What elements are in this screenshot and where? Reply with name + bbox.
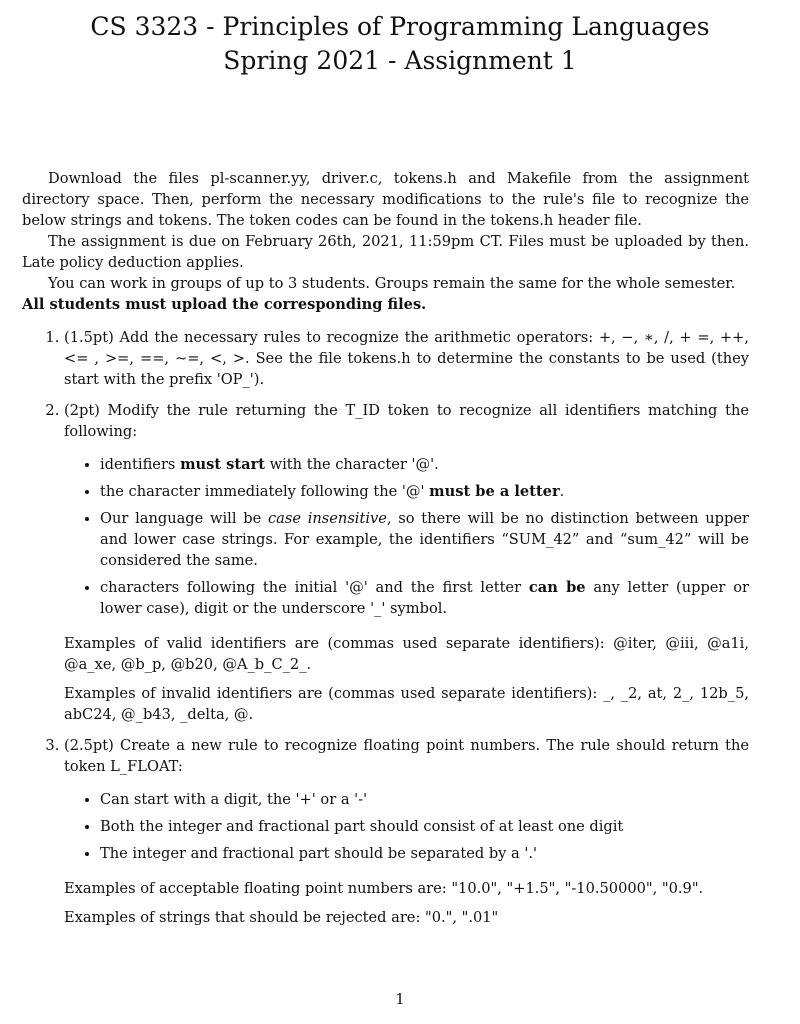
intro-paragraph-4: All students must upload the corresponding files. [22,296,427,313]
bullet-text: characters following the initial '@' and the first letter [100,579,529,596]
question-2-text: 2. (2pt) Modify the rule returning the T_ID token to recognize all identifiers matching the following: [64,402,749,440]
document-title [0,10,800,78]
list-item [100,454,749,475]
intro-paragraph-2: The assignment is due on February 26th, 2021, 11:59pm CT. Files must be uploaded by then. Late policy deduction applies. [22,233,749,271]
bullet-bold: must start [180,456,265,473]
bullet-bold: can be [528,579,586,596]
list-item [100,577,749,619]
accepted-floats-examples: Examples of acceptable floating point numbers are: "10.0", "+1.5", "-10.50000", "0.9". [64,880,704,897]
list-item [100,508,749,571]
invalid-identifiers-examples: Examples of invalid identifiers are (commas used separate identifiers): _, _2, at, 2_, 12b_5, abC24, @_b43, _delta, @. [64,685,749,723]
intro-paragraph-3: You can work in groups of up to 3 students. Groups remain the same for the whole semester. [48,275,736,292]
bullet-italic: case insensitive [267,510,387,527]
assignment-title: Spring 2021 - Assignment 1 [223,46,577,75]
list-item: • Both the integer and fractional part should consist of at least one digit [100,816,749,837]
question-3-bullets [64,789,749,864]
bullet-text: with the character '@'. [265,456,439,473]
question-3-text: 3. (2.5pt) Create a new rule to recognize floating point numbers. The rule should return the token L_FLOAT: [64,737,749,775]
bullet-text: Our language will be [100,510,268,527]
bullet-text: the character immediately following the '@' [100,483,430,500]
question-2-bullets [64,454,749,619]
intro-paragraph-1: Download the files pl-scanner.yy, driver.c, tokens.h and Makefile from the assignment directory space. Then, perform the necessary modifications to the rule's file to recognize the below strings and tokens. The token codes can be found in the tokens.h header file. [22,170,749,229]
bullet-text: . [559,483,565,500]
bullet-text: any letter (upper or lower case), digit or the underscore '_' symbol. [100,579,749,617]
bullet-text: identifiers [100,456,181,473]
question-3 [64,735,749,928]
question-1-text-a: (1.5pt) Add the necessary rules to recognize the arithmetic operators: +, −, ∗, /, + =, ++, <= [64,329,749,367]
question-2 [64,400,749,725]
question-1 [64,327,749,390]
bullet-text: , so there will be no distinction between upper and lower case strings. For example, the identifiers “SUM_42” and “sum_42” will be considered the same. [100,510,749,569]
bullet-bold: must be a letter [429,483,560,500]
document-body [22,168,749,938]
valid-identifiers-examples: Examples of valid identifiers are (commas used separate identifiers): @iter, @iii, @a1i, @a_xe, @b_p, @b20, @A_b_C_2_. [64,635,749,673]
course-title: CS 3323 - Principles of Programming Languages [90,12,710,41]
page-number: 1 [395,990,405,1008]
list-item [100,481,749,502]
question-1-text-b: , >=, ==, ~=, <, >. See the file tokens.h to determine the constants to be used (they start with the prefix 'OP_'). [64,350,749,388]
question-list [22,327,749,928]
list-item: • Can start with a digit, the '+' or a '-' [100,789,749,810]
list-item: • The integer and fractional part should be separated by a '.' [100,843,749,864]
rejected-floats-examples: Examples of strings that should be rejected are: "0.", ".01" [64,909,499,926]
